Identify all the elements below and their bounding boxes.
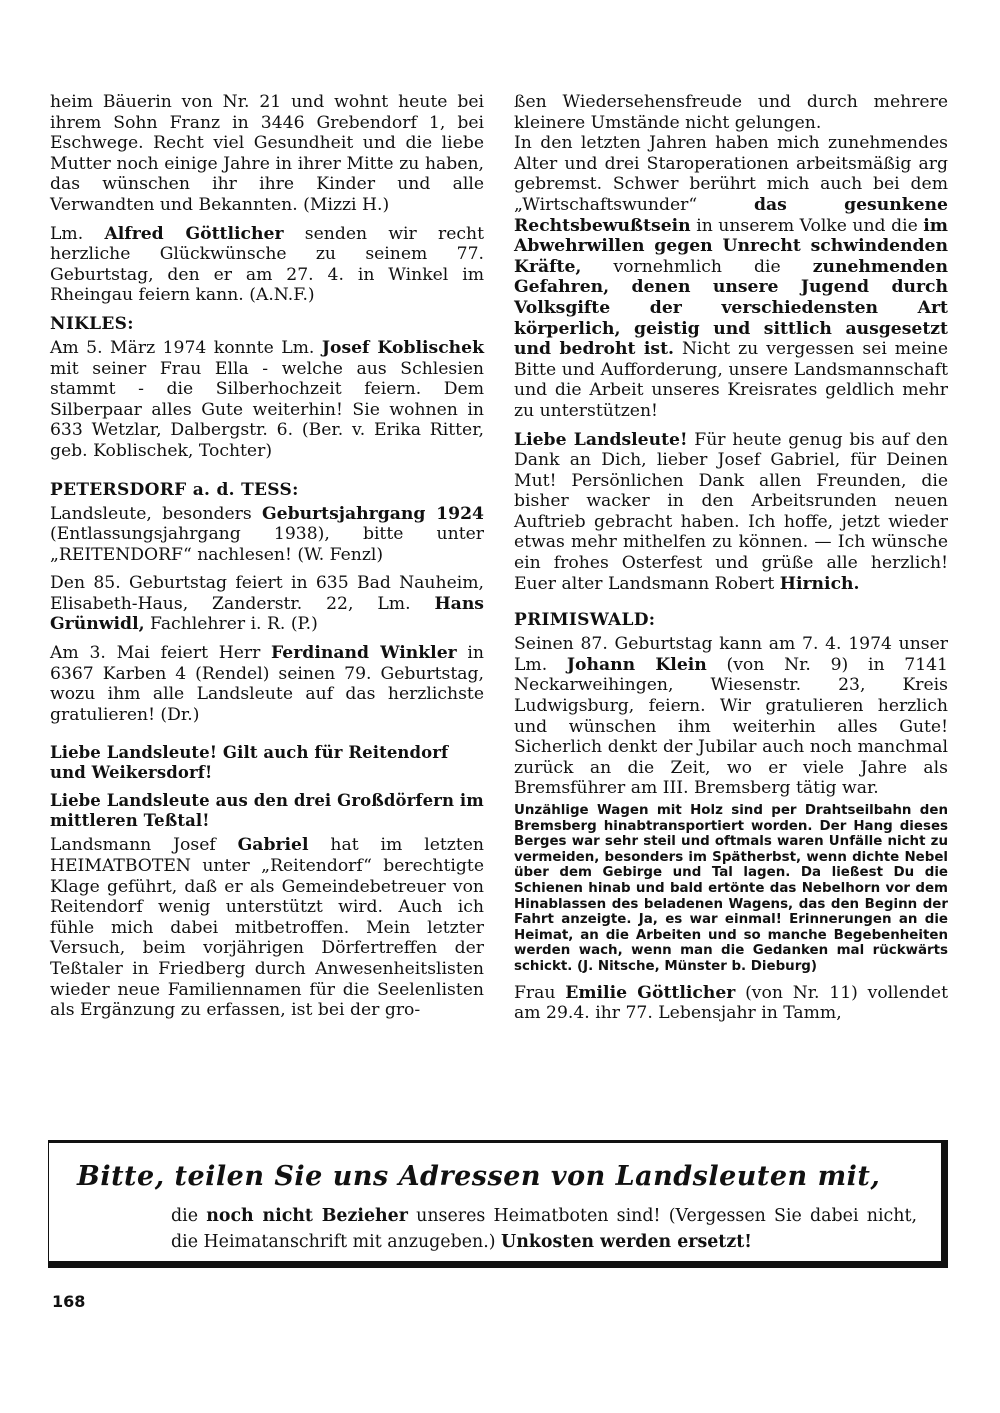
notice-title: Bitte, teilen Sie uns Adressen von Landsleuten mit, xyxy=(77,1161,881,1192)
section-heading-primiswald: PRIMISWALD: xyxy=(514,610,656,631)
subheading-liebe-landsleute: Liebe Landsleute! Gilt auch für Reitendorf und Weikersdorf! xyxy=(50,743,449,783)
paragraph: Seinen 87. Geburtstag kann am 7. 4. 1974 unser Lm. Johann Klein (von Nr. 9) in 7141 Neckarweihingen, Wiesenstr. 23, Kreis Ludwigsburg, feiern. Wir gratulieren herzlich und wünschen ihm weiterhin alles Gute! Sicherlich denkt der Jubilar auch noch manchmal zurück an die Zeit, wo er viele Jahre als Bremsführer am III. Bremsberg tätig war. xyxy=(514,634,948,799)
paragraph: Am 5. März 1974 konnte Lm. Josef Koblischek mit seiner Frau Ella - welche aus Schlesien stammt - die Silberhochzeit feiern. Dem Silberpaar alles Gute weiterhin! Sie wohnen in 633 Wetzlar, Dalbergstr. 6. (Ber. v. Erika Ritter, geb. Koblischek, Tochter) xyxy=(50,337,485,461)
paragraph: Lm. Alfred Göttlicher senden wir recht herzliche Glückwünsche zu seinem 77. Geburtstag, den er am 27. 4. in Winkel im Rheingau feiern kann. (A.N.F.) xyxy=(50,223,484,306)
section-heading-petersdorf: PETERSDORF a. d. TESS: xyxy=(50,479,299,500)
page-number: 168 xyxy=(52,1292,86,1311)
section-heading-nikles: NIKLES: xyxy=(50,313,134,334)
paragraph: Den 85. Geburtstag feiert in 635 Bad Nauheim, Elisabeth-Haus, Zanderstr. 22, Lm. Hans Grünwidl, Fachlehrer i. R. (P.) xyxy=(50,573,484,635)
left-column xyxy=(50,92,484,1029)
small-print-paragraph: Unzählige Wagen mit Holz sind per Drahtseilbahn den Bremsberg hinabtransportiert worden. Der Hang dieses Berges war sehr steil und oftmals waren Unfälle nicht zu vermeiden, besonders im Spätherbst, wenn dichte Nebel über dem Gebirge und Tal lagen. Da ließest Du die Schienen hinab und bald ertönte das Nebelhorn vor dem Hinablassen des beladenen Wagens, das den Beginn der Fahrt anzeigte. Ja, es war einmal! Erinnerungen an die Heimat, an die Arbeiten und so manche Begebenheiten werden wach, wenn man die Gedanken mal rückwärts schickt. (J. Nitsche, Münster b. Dieburg) xyxy=(514,803,948,974)
notice-box xyxy=(48,1140,948,1268)
paragraph: Landsmann Josef Gabriel hat im letzten HEIMATBOTEN unter „Reitendorf“ berechtigte Klage geführt, daß er als Gemeindebetreuer von Reitendorf wenig unterstützt wird. Auch ich fühle mich dabei mitbetroffen. Mein letzter Versuch, beim vorjährigen Dörfertreffen der Teßtaler in Friedberg durch Anwesenheitslisten wieder neue Familiennamen für die Seelenlisten als Ergänzung zu erfassen, ist bei der gro- xyxy=(50,835,484,1021)
paragraph: Landsleute, besonders Geburtsjahrgang 1924 (Entlassungsjahrgang 1938), bitte unter „REITENDORF“ nachlesen! (W. Fenzl) xyxy=(50,503,484,565)
paragraph: heim Bäuerin von Nr. 21 und wohnt heute bei ihrem Sohn Franz in 3446 Grebendorf 1, bei Eschwege. Recht viel Gesundheit und die liebe Mutter noch einige Jahre in ihrer Mitte zu haben, das wünschen ihr ihre Kinder und alle Verwandten und Bekannten. (Mizzi H.) xyxy=(50,92,484,215)
subheading-grossdoerfer: Liebe Landsleute aus den drei Großdörfern im mittleren Teßtal! xyxy=(50,791,484,831)
right-column xyxy=(514,92,948,1032)
paragraph: Liebe Landsleute! Für heute genug bis auf den Dank an Dich, lieber Josef Gabriel, für Deinen Mut! Persönlichen Dank allen Freunden, die bisher wacker in den Arbeitsrunden neuen Auftrieb gebracht haben. Ich hoffe, jetzt wieder etwas mehr mithelfen zu können. — Ich wünsche ein frohes Osterfest und grüße alle herzlich! Euer alter Landsmann Robert Hirnich. xyxy=(514,429,949,594)
paragraph: Frau Emilie Göttlicher (von Nr. 11) vollendet am 29.4. ihr 77. Lebensjahr in Tamm, xyxy=(514,982,948,1024)
paragraph: Am 3. Mai feiert Herr Ferdinand Winkler in 6367 Karben 4 (Rendel) seinen 79. Geburtstag, wozu ihm alle Landsleute auf das herzlichste gratulieren! (Dr.) xyxy=(50,643,485,725)
notice-text: die noch nicht Bezieher unseres Heimatboten sind! (Vergessen Sie dabei nicht, die Heimatanschrift mit anzugeben.) Unkosten werden ersetzt! xyxy=(171,1206,917,1252)
paragraph: In den letzten Jahren haben mich zunehmendes Alter und drei Staroperationen arbeitsmäßig arg gebremst. Schwer berührt mich auch bei dem „Wirtschaftswunder“ das gesunkene Rechtsbewußtsein in unserem Volke und die im Abwehrwillen gegen Unrecht schwindenden Kräfte, vornehmlich die zunehmenden Gefahren, denen unsere Jugend durch Volksgifte der verschiedensten Art körperlich, geistig und sittlich ausgesetzt und bedroht ist. Nicht zu vergessen sei meine Bitte und Aufforderung, unsere Landsmannschaft und die Arbeit unseres Kreisrates geldlich mehr zu unterstützen! xyxy=(514,133,948,421)
paragraph: ßen Wiedersehensfreude und durch mehrere kleinere Umstände nicht gelungen. xyxy=(514,92,948,133)
